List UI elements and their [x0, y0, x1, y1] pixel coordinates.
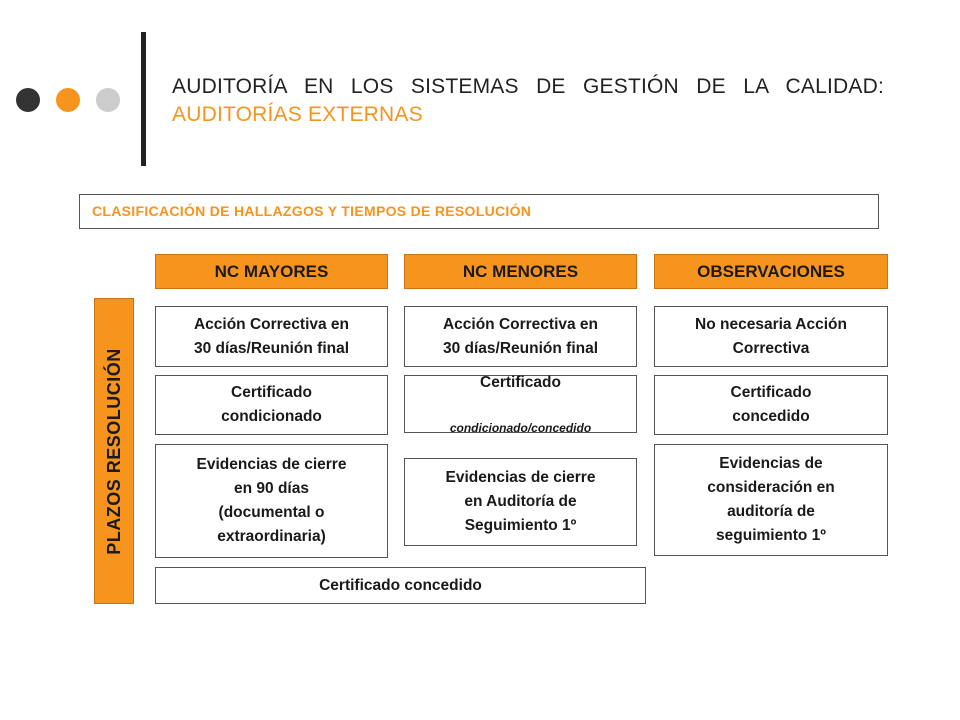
side-label-plazos	[94, 298, 134, 604]
orange-dot-icon	[56, 88, 80, 112]
gray-dot-icon	[96, 88, 120, 112]
title-divider	[141, 32, 146, 166]
menores-certificate-box	[404, 375, 637, 433]
observaciones-certificate-box	[654, 375, 888, 435]
observaciones-action-text: No necesaria Acción Correctiva	[695, 315, 847, 357]
mayores-action-text: Acción Correctiva en 30 días/Reunión final	[193, 315, 350, 357]
menores-certificate-line1: Certificado	[480, 374, 561, 391]
dark-dot-icon	[16, 88, 40, 112]
final-certificate-text: Certificado concedido	[319, 576, 482, 594]
final-certificate-box	[155, 567, 646, 604]
slide-title	[172, 73, 884, 129]
mayores-action-box	[155, 306, 388, 367]
menores-action-text: Acción Correctiva en 30 días/Reunión final	[442, 315, 599, 357]
header-nc-mayores: NC MAYORES	[155, 254, 388, 289]
menores-evidence-text: Evidencias de cierre en Auditoría de Seguimiento 1º	[445, 469, 596, 534]
mayores-certificate-text: Certificado condicionado	[221, 384, 322, 425]
observaciones-action-box	[654, 306, 888, 367]
menores-certificate-line2: condicionado/concedido	[449, 421, 592, 435]
mayores-evidence-box	[155, 444, 388, 558]
menores-evidence-box	[404, 458, 637, 546]
title-highlight: AUDITORÍAS EXTERNAS	[172, 103, 423, 126]
mayores-evidence-text: Evidencias de cierre en 90 días (documental o extraordinaria)	[196, 456, 347, 545]
header-nc-menores: NC MENORES	[404, 254, 637, 289]
side-label-text: PLAZOS RESOLUCIÓN	[103, 347, 124, 555]
observaciones-evidence-box	[654, 444, 888, 556]
header-observaciones: OBSERVACIONES	[654, 254, 888, 289]
classification-banner: CLASIFICACIÓN DE HALLAZGOS Y TIEMPOS DE RESOLUCIÓN	[79, 194, 879, 229]
observaciones-evidence-text: Evidencias de consideración en auditoría de seguimiento 1º	[707, 455, 835, 544]
mayores-certificate-box	[155, 375, 388, 435]
observaciones-certificate-text: Certificado concedido	[730, 384, 812, 425]
title-main: AUDITORÍA EN LOS SISTEMAS DE GESTIÓN DE LA CALIDAD:	[172, 75, 884, 98]
